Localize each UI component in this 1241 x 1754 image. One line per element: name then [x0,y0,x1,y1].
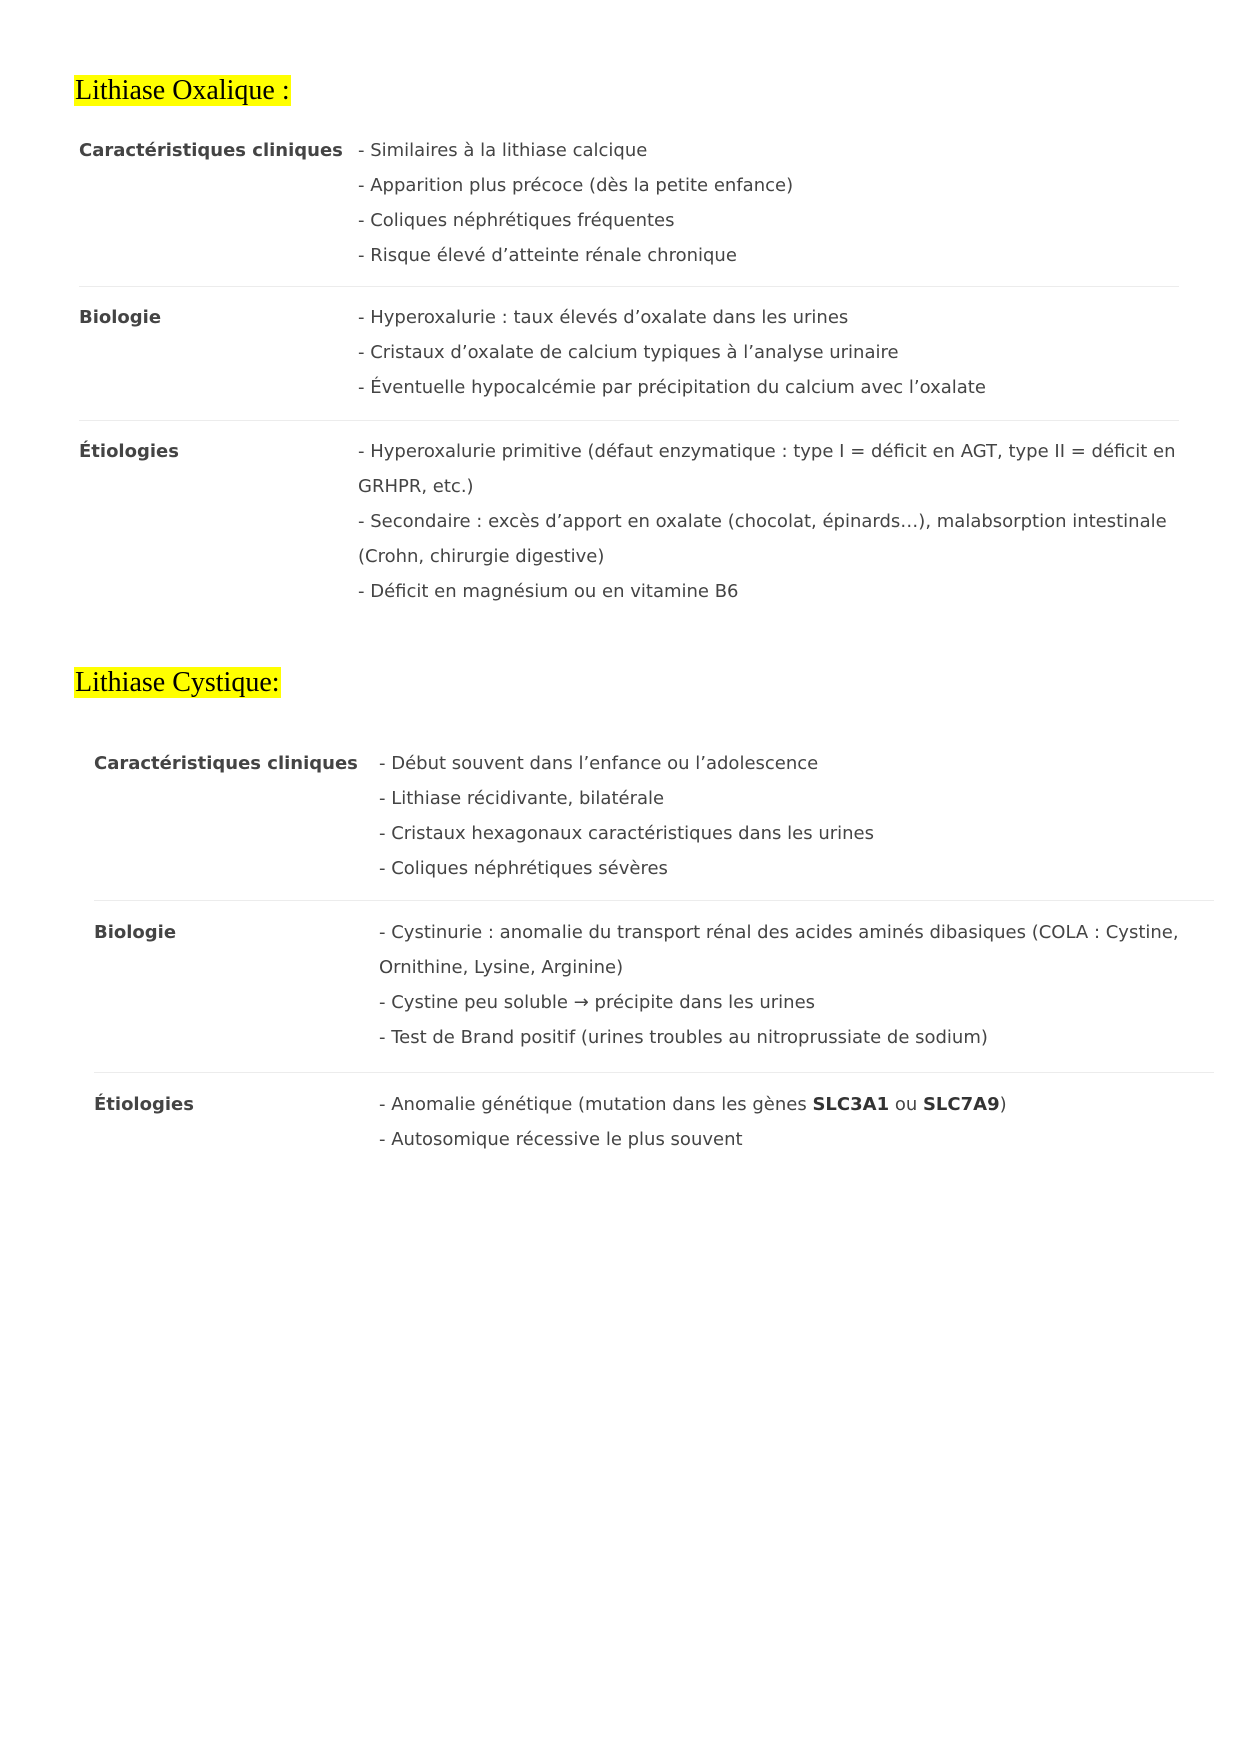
row-content [379,915,1214,1072]
list-item: - Déficit en magnésium ou en vitamine B6 [358,581,739,602]
gene-name: SLC3A1 [812,1094,890,1115]
row-label: Étiologies [94,1094,194,1115]
list-item: - Cristaux d’oxalate de calcium typiques à l’analyse urinaire [358,342,899,363]
row-label: Caractéristiques cliniques [94,753,358,774]
list-item: - Cystinurie : anomalie du transport rénal des acides aminés dibasiques (COLA : Cystine, Ornithine, Lysine, Arginine) [379,922,1179,978]
section-title-oxalique: Lithiase Oxalique : [75,75,290,106]
row-content [358,434,1179,609]
row-content [358,300,1179,420]
list-item: - Hyperoxalurie : taux élevés d’oxalate dans les urines [358,307,849,328]
table-row [94,901,1214,1073]
list-item: - Autosomique récessive le plus souvent [379,1129,743,1150]
list-item: - Secondaire : excès d’apport en oxalate (chocolat, épinards…), malabsorption intestinale (Crohn, chirurgie digestive) [358,511,1167,567]
text-fragment: ) [999,1094,1007,1115]
row-label: Biologie [79,307,162,328]
table-row [79,421,1179,609]
table-row [94,746,1214,901]
list-item: - Risque élevé d’atteinte rénale chronique [358,245,737,266]
table-row [79,130,1179,287]
row-content [358,133,1179,286]
row-label: Étiologies [79,441,179,462]
gene-name: SLC7A9 [922,1094,1000,1115]
table-cystique [94,746,1214,1157]
row-content [379,1087,1214,1157]
list-item [379,1087,1214,1122]
list-item: - Coliques néphrétiques sévères [379,858,668,879]
row-label: Biologie [94,922,177,943]
table-row [79,287,1179,421]
list-item: - Cystine peu soluble → précipite dans les urines [379,992,816,1013]
table-row [94,1073,1214,1157]
section-title-cystique: Lithiase Cystique: [75,667,280,698]
table-oxalique [79,130,1179,609]
row-label: Caractéristiques cliniques [79,140,343,161]
list-item: - Début souvent dans l’enfance ou l’adolescence [379,753,819,774]
list-item: - Similaires à la lithiase calcique [358,140,648,161]
list-item: - Coliques néphrétiques fréquentes [358,210,675,231]
list-item: - Apparition plus précoce (dès la petite enfance) [358,175,794,196]
list-item: - Lithiase récidivante, bilatérale [379,788,665,809]
list-item: - Test de Brand positif (urines troubles au nitroprussiate de sodium) [379,1027,988,1048]
list-item: - Éventuelle hypocalcémie par précipitation du calcium avec l’oxalate [358,377,986,398]
list-item: - Hyperoxalurie primitive (défaut enzymatique : type I = déficit en AGT, type II = déficit en GRHPR, etc.) [358,441,1176,497]
text-fragment: ou [889,1094,923,1115]
text-fragment: - Anomalie génétique (mutation dans les gènes [379,1094,813,1115]
row-content [379,746,1214,900]
list-item: - Cristaux hexagonaux caractéristiques dans les urines [379,823,874,844]
